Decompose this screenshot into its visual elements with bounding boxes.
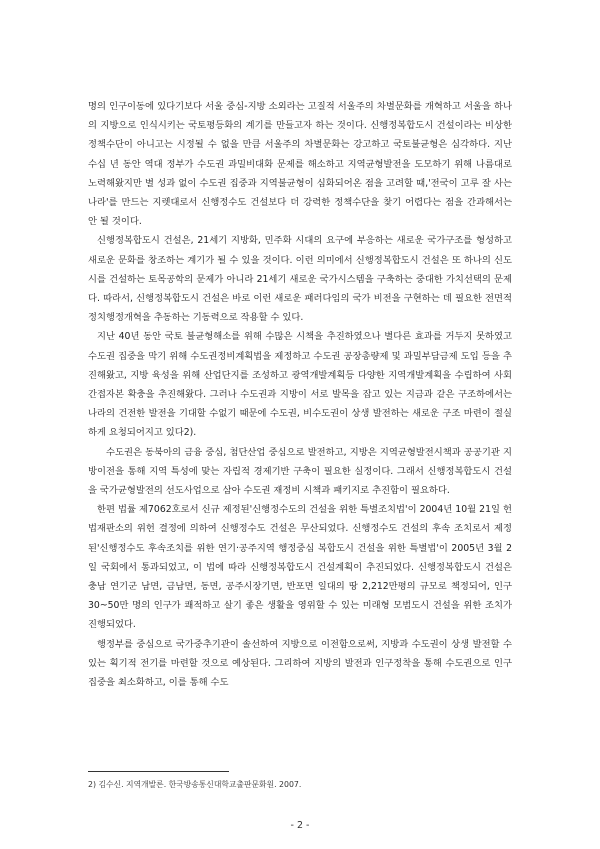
footnote: 2) 김수신. 지역개발론. 한국방송통신대학교출판문화원. 2007. xyxy=(88,780,302,789)
paragraph-3: 지난 40년 동안 국토 불균형해소를 위해 수많은 시책을 추진하였으나 별다른 효과를 거두지 못하였고 수도권 집중을 막기 위해 수도권정비계획법을 제정하고 수도권 공장총량제 및 과밀부담금제 도입 등을 추진해왔고, 지방 육성을 위해 산업단지를 조성하고 광역개발계획등 다양한 지역개발계획을 수립하여 사회간접자본 확충을 추진해왔다. 그러나 수도권과 지방이 서로 발목을 잡고 있는 지금과 같은 구조하에서는 나라의 건전한 발전을 기대할 수없기 때문에 수도권, 비수도권이 상생 발전하는 새로운 구조 마련이 절실하게 요청되어지고 있다2). xyxy=(88,331,512,439)
paragraph-1: 명의 인구이동에 있다기보다 서울 중심-지방 소외라는 고질적 서울주의 차별문화를 개혁하고 서울을 하나의 지방으로 인식시키는 국토평등화의 계기를 만들고자 하는 것이다. 신행정복합도시 건설이라는 비상한 정책수단이 아니고는 시정될 수 없을 만큼 서울주의 차별문화는 강고하고 국토불균형은 심각하다. 지난 수십 년 동안 역대 정부가 수도권 과밀비대화 문제를 해소하고 지역균형발전을 도모하기 위해 나름대로 노력해왔지만 별 성과 없이 수도권 집중과 지역불균형이 심화되어온 점을 고려할 때,'전국이 고루 잘 사는 나라'를 만드는 지렛대로서 신행정수도 건설보다 더 강력한 정책수단을 찾기 어렵다는 점을 간과해서는 안 될 것이다. xyxy=(88,101,512,228)
paragraph-5: 한편 법률 제7062호로서 신규 제정된'신행정수도의 건설을 위한 특별조치법'이 2004년 10월 21일 헌법재판소의 위헌 결정에 의하여 신행정수도 건설은 무산되었다. 신행정수도 건설의 후속 조치로서 제정된'신행정수도 후속조치를 위한 연기·공주지역 행정중심 복합도시 건설을 위한 특별법'이 2005년 3월 2일 국회에서 통과되었고, 이 법에 따라 신행정복합도시 건설계획이 추진되었다. 신행정복합도시 건설은 충남 연기군 남면, 금남면, 동면, 공주시장기면, 반포면 일대의 땅 2,212만평의 규모로 책정되어, 인구 30~50만 명의 인구가 쾌적하고 살기 좋은 생활을 영위할 수 있는 미래형 모범도시 건설을 위한 조치가 진행되었다. xyxy=(88,504,512,631)
paragraph-4: 수도권은 동북아의 금융 중심, 첨단산업 중심으로 발전하고, 지방은 지역균형발전시책과 공공기관 지방이전을 통해 지역 특성에 맞는 자립적 경제기반 구축이 필요한 실정이다. 그래서 신행정복합도시 건설을 국가균형발전의 선도사업으로 삼아 수도권 재정비 시책과 패키지로 추진함이 필요하다. xyxy=(88,446,512,497)
footnote-divider xyxy=(88,771,229,772)
body-text xyxy=(88,97,512,692)
paragraph-6: 행정부를 중심으로 국가중추기관이 솔선하여 지방으로 이전함으로써, 지방과 수도권이 상생 발전할 수 있는 획기적 전기를 마련할 것으로 예상된다. 그리하여 지방의 발전과 인구정착을 통해 수도권으로 인구집중을 최소화하고, 이를 통해 수도 xyxy=(88,638,512,689)
paragraph-2: 신행정복합도시 건설은, 21세기 지방화, 민주화 시대의 요구에 부응하는 새로운 국가구조를 형성하고 새로운 문화를 창조하는 계기가 될 수 있을 것이다. 이런 의미에서 신행정복합도시 건설은 또 하나의 신도시를 건설하는 토목공학의 문제가 아니라 21세기 새로운 국가시스템을 구축하는 중대한 가치선택의 문제다. 따라서, 신행정복합도시 건설은 바로 이런 새로운 패러다임의 국가 비전을 구현하는 데 필요한 전면적 정치행정개혁을 추동하는 기동력으로 작용할 수 있다. xyxy=(88,235,512,324)
page-number: - 2 - xyxy=(290,820,310,831)
